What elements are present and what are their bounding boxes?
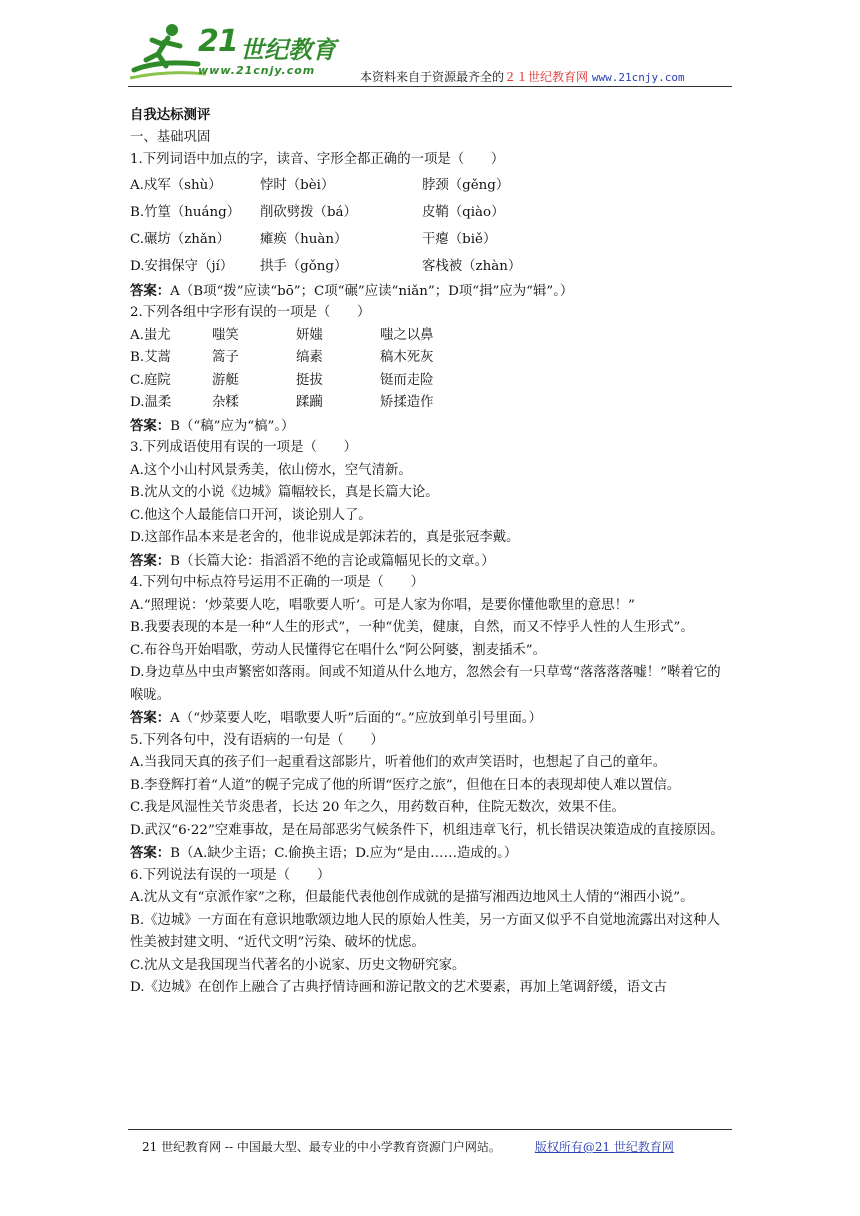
option-line: A.沈从文有“京派作家”之称，但最能代表他创作成就的是描写湘西边地风土人情的“湘西小说”。 <box>130 890 694 905</box>
question-stem: 6.下列说法有误的一项是（ ） <box>130 867 331 883</box>
page-footer <box>142 1138 674 1155</box>
option-cell: A.戍军（shù） <box>130 177 222 193</box>
answer-text: A（“炒菜要人吃，唱歌要人听”后面的“。”应放到单引号里面。） <box>170 711 542 726</box>
option-cell: 脖颈（gěng） <box>422 177 510 193</box>
footer-divider <box>128 1129 732 1130</box>
option-line: D.武汉“6·22”空难事故，是在局部恶劣气候条件下，机组违章飞行，机长错误决策造成的直接原因。 <box>130 822 724 838</box>
option-row <box>130 370 732 393</box>
option-line: A.当我同天真的孩子们一起重看这部影片，听着他们的欢声笑语时，也想起了自己的童年。 <box>130 755 667 770</box>
logo-text: 世纪教育 <box>240 36 336 64</box>
answer-line <box>130 280 732 303</box>
option-row <box>130 325 732 348</box>
footer-text: 21 世纪教育网 -- 中国最大型、最专业的中小学教育资源门户网站。 <box>142 1140 501 1154</box>
copyright-link[interactable]: 版权所有@21 世纪教育网 <box>534 1140 674 1154</box>
answer-line <box>130 842 732 865</box>
logo-number: 21 <box>198 24 238 59</box>
option-cell: 篙子 <box>212 350 239 365</box>
option-cell: 挺拔 <box>296 372 323 388</box>
option-row <box>130 392 732 415</box>
option-cell: D.温柔 <box>130 395 172 410</box>
option-cell: 妍媸 <box>296 327 323 343</box>
option-cell: 铤而走险 <box>380 372 434 388</box>
option-cell: B.艾蒿 <box>130 350 171 365</box>
tagline-prefix: 本资料来自于资源最齐全的 <box>360 70 505 84</box>
option-cell: 皮鞘（qiào） <box>422 204 505 220</box>
header-divider <box>128 86 732 87</box>
option-cell: D.安揖保守（jí） <box>130 258 234 274</box>
answer-line <box>130 707 732 730</box>
answer-text: B（“稿”应为“槁”。） <box>170 418 295 434</box>
option-line: B.《边城》一方面在有意识地歌颂边地人民的原始人性美，另一方面又似乎不自觉地流露出对这种人性美被封建文明、“近代文明”污染、破坏的忧虑。 <box>130 912 720 950</box>
section-title: 自我达标测评 <box>130 107 211 123</box>
answer-label: 答案： <box>130 282 171 299</box>
option-line: C.沈从文是我国现当代著名的小说家、历史文物研究家。 <box>130 957 466 973</box>
answer-label: 答案： <box>130 710 171 726</box>
option-line: A.“照理说：‘炒菜要人吃，唱歌要人听’。可是人家为你唱，是要你懂他歌里的意思！” <box>130 597 635 613</box>
option-line: B.李登辉打着“人道”的幌子完成了他的所谓“医疗之旅”，但他在日本的表现却使人难以置信。 <box>130 777 681 793</box>
option-cell: 悖时（bèi） <box>260 177 335 193</box>
option-line: A.这个小山村风景秀美，依山傍水，空气清新。 <box>130 462 412 478</box>
answer-text: A（B项“拨”应读“bō”；C项“碾”应读“niǎn”；D项“揖”应为“辑”。） <box>170 283 574 299</box>
answer-label: 答案： <box>130 552 171 569</box>
option-line: B.我要表现的本是一种“人生的形式”，一种“优美，健康，自然，而又不悖乎人性的人生形式”。 <box>130 620 694 635</box>
option-cell: 削砍劈拨（bá） <box>260 204 357 220</box>
option-cell: C.庭院 <box>130 372 171 388</box>
option-line: C.他这个人最能信口开河，谈论别人了。 <box>130 507 372 523</box>
tagline-brand-link[interactable]: ２１世纪教育网 <box>504 70 589 84</box>
site-logo[interactable] <box>128 18 358 84</box>
option-line: C.我是风湿性关节炎患者，长达 20 年之久，用药数百种，住院无数次，效果不佳。 <box>130 800 625 815</box>
option-row <box>130 347 732 370</box>
answer-line <box>130 550 732 573</box>
option-cell: A.蚩尤 <box>130 327 171 343</box>
answer-label: 答案： <box>130 845 171 861</box>
option-row <box>130 253 732 280</box>
option-cell: 矫揉造作 <box>380 395 434 410</box>
answer-label: 答案： <box>130 417 171 434</box>
option-line: C.布谷鸟开始唱歌，劳动人民懂得它在唱什么“阿公阿婆，割麦插禾”。 <box>130 642 547 658</box>
option-cell: 干瘪（biě） <box>422 231 497 247</box>
option-cell: 嗤之以鼻 <box>380 327 434 343</box>
runner-logo-icon <box>128 20 208 82</box>
question-stem: 2.下列各组中字形有误的一项是（ ） <box>130 305 371 320</box>
option-cell: B.竹篁（huáng） <box>130 204 241 220</box>
tagline-url-link[interactable]: www.21cnjy.com <box>591 71 685 84</box>
header-tagline <box>360 68 685 85</box>
question-stem: 4.下列句中标点符号运用不正确的一项是（ ） <box>130 575 424 590</box>
document-body <box>130 104 732 1000</box>
option-row <box>130 172 732 199</box>
answer-text: B（A.缺少主语；C.偷换主语；D.应为“是由……造成的。） <box>170 846 518 861</box>
option-cell: 客栈被（zhàn） <box>422 258 522 274</box>
logo-url: www.21cnjy.com <box>198 64 316 77</box>
option-cell: 游艇 <box>212 372 239 388</box>
option-cell: 缟素 <box>296 350 323 365</box>
option-cell: 杂糅 <box>212 395 239 410</box>
subsection-title: 一、基础巩固 <box>130 129 211 145</box>
option-line: D.这部作品本来是老舍的，他非说成是郭沫若的，真是张冠李戴。 <box>130 530 520 545</box>
option-line: D.身边草丛中虫声繁密如落雨。间或不知道从什么地方，忽然会有一只草莺“落落落落嘘！”啭着它的喉咙。 <box>130 665 721 703</box>
question-stem: 3.下列成语使用有误的一项是（ ） <box>130 440 358 455</box>
option-line: D.《边城》在创作上融合了古典抒情诗画和游记散文的艺术要素，再加上笔调舒缓，语文古 <box>130 980 667 995</box>
option-cell: 瘫痪（huàn） <box>260 231 348 247</box>
answer-line <box>130 415 732 438</box>
question-stem: 5.下列各句中，没有语病的一句是（ ） <box>130 732 384 748</box>
answer-text: B（长篇大论：指滔滔不绝的言论或篇幅见长的文章。） <box>170 553 495 569</box>
option-cell: 蹂躏 <box>296 395 323 410</box>
option-line: B.沈从文的小说《边城》篇幅较长，真是长篇大论。 <box>130 485 439 500</box>
option-row <box>130 226 732 253</box>
option-row <box>130 199 732 226</box>
option-cell: 嗤笑 <box>212 327 239 343</box>
option-cell: 拱手（gǒng） <box>260 258 348 274</box>
option-cell: C.碾坊（zhǎn） <box>130 231 230 247</box>
page-header <box>128 18 732 86</box>
question-stem: 1.下列词语中加点的字，读音、字形全都正确的一项是（ ） <box>130 152 505 167</box>
option-cell: 稿木死灰 <box>380 350 434 365</box>
